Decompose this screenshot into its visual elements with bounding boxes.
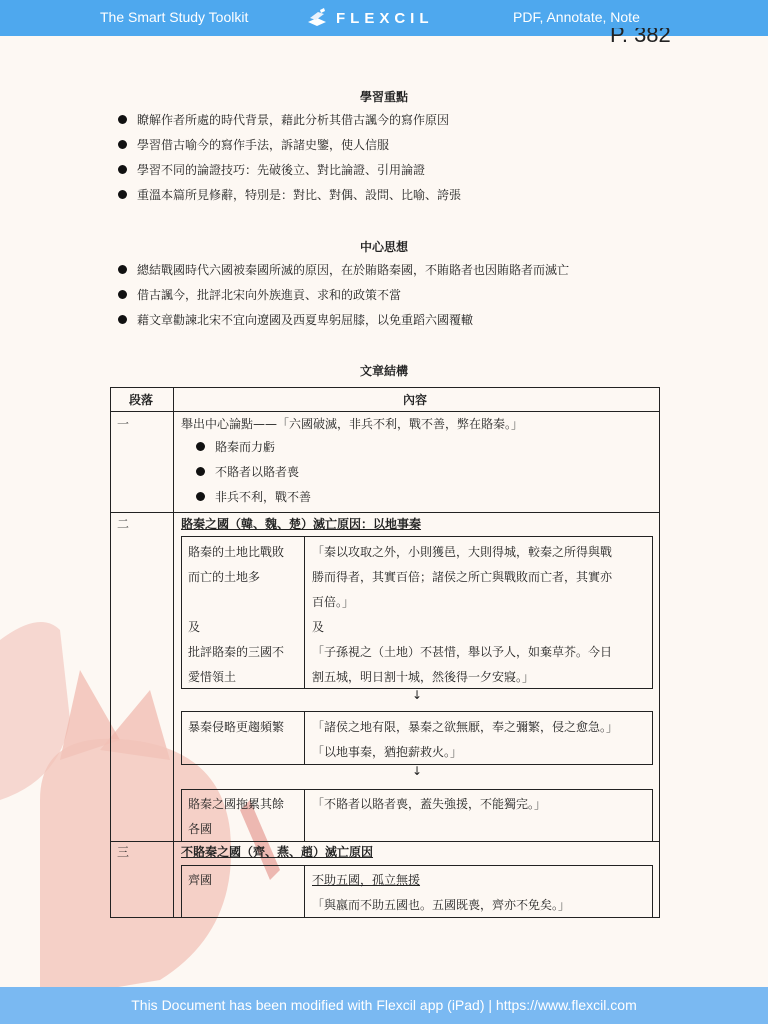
bullet-icon [118, 165, 127, 174]
sub-table-left-cell: 齊國 [188, 873, 213, 887]
bullet-icon [118, 115, 127, 124]
list-item: 賂秦而力虧 [196, 438, 275, 455]
paragraph-heading: 不賂秦之國（齊、燕、趙）滅亡原因 [181, 845, 374, 859]
column-divider [304, 865, 305, 917]
paragraph-heading: 賂秦之國（韓、魏、楚）滅亡原因：以地事秦 [181, 517, 422, 531]
banner-tagline: The Smart Study Toolkit [100, 9, 249, 25]
sub-table-left-cell: 暴秦侵略更趨頻繁 [188, 720, 285, 734]
structure-title: 文章結構 [359, 364, 408, 378]
bullet-icon [118, 315, 127, 324]
list-item: 藉文章勸諫北宋不宜向遼國及西夏卑躬屈膝，以免重蹈六國覆轍 [118, 307, 569, 332]
bullet-icon [118, 140, 127, 149]
bullet-icon [196, 442, 205, 451]
sub-table-left-cell: 賂秦的土地比戰敗 而亡的土地多 及 批評賂秦的三國不 愛惜領土 [188, 545, 285, 684]
page-number: P. 382 [610, 28, 671, 44]
down-arrow-icon: ↓ [412, 688, 423, 702]
row-divider [110, 512, 659, 513]
list-item: 學習借古喻今的寫作手法，訴諸史鑒，使人信服 [118, 132, 461, 157]
bullet-icon [196, 467, 205, 476]
flexcil-footer-banner: This Document has been modified with Flexcil app (iPad) | https://www.flexcil.com [0, 987, 768, 1024]
column-divider [304, 536, 305, 688]
list-item: 學習不同的論證技巧：先破後立、對比論證、引用論證 [118, 157, 461, 182]
sub-table-right-cell: 「秦以攻取之外，小則獲邑，大則得城，較秦之所得與戰 勝而得者，其實百倍；諸侯之所亡與戰敗而亡者，其實亦 百倍。」 及 「子孫視之（土地）不甚惜，舉以予人，如棄草芥。今日 割五城，明日割十城，然後得一夕安寢。」 [312, 545, 613, 684]
column-header-paragraph: 段落 [129, 393, 154, 407]
bullet-icon [118, 290, 127, 299]
banner-features: PDF, Annotate, Note [513, 9, 640, 25]
bullet-icon [196, 492, 205, 501]
sub-table-left-cell: 賂秦之國拖累其餘 各國 [188, 797, 285, 836]
study-focus-list [118, 107, 461, 207]
list-item: 不賂者以賂者喪 [196, 463, 299, 480]
paragraph-number: 三 [117, 845, 130, 859]
brand-name: FLEXCIL [336, 9, 434, 27]
paragraph-number: 一 [117, 417, 130, 431]
paragraph-number: 二 [117, 517, 130, 531]
study-focus-title: 學習重點 [359, 90, 408, 104]
header-divider [110, 411, 659, 412]
bullet-icon [118, 265, 127, 274]
list-item: 非兵不利，戰不善 [196, 488, 311, 505]
paragraph-main-point: 舉出中心論點——「六國破滅，非兵不利，戰不善，弊在賂秦。」 [181, 417, 524, 431]
column-divider [304, 711, 305, 764]
list-item: 重溫本篇所見修辭，特別是：對比、對偶、設問、比喻、誇張 [118, 182, 461, 207]
list-item: 總結戰國時代六國被秦國所滅的原因，在於賄賂秦國，不賄賂者也因賄賂者而滅亡 [118, 257, 569, 282]
bullet-icon [118, 190, 127, 199]
sub-table-right-cell: 「諸侯之地有限，暴秦之欲無厭，奉之彌繁，侵之愈急。」 「以地事秦，猶抱薪救火。」 [312, 720, 619, 759]
sub-table-right-cell: 不助五國，孤立無援 「與嬴而不助五國也。五國既喪，齊亦不免矣。」 [312, 873, 571, 912]
sub-table-right-cell: 「不賂者以賂者喪，蓋失強援，不能獨完。」 [312, 797, 547, 811]
column-header-content: 內容 [403, 393, 428, 407]
list-item: 瞭解作者所處的時代背景，藉此分析其借古諷今的寫作原因 [118, 107, 461, 132]
list-item: 借古諷今，批評北宋向外族進貢、求和的政策不當 [118, 282, 569, 307]
column-divider [173, 387, 174, 917]
column-divider [304, 789, 305, 841]
central-idea-title: 中心思想 [359, 240, 408, 254]
central-idea-list [118, 257, 569, 332]
down-arrow-icon: ↓ [412, 764, 423, 778]
